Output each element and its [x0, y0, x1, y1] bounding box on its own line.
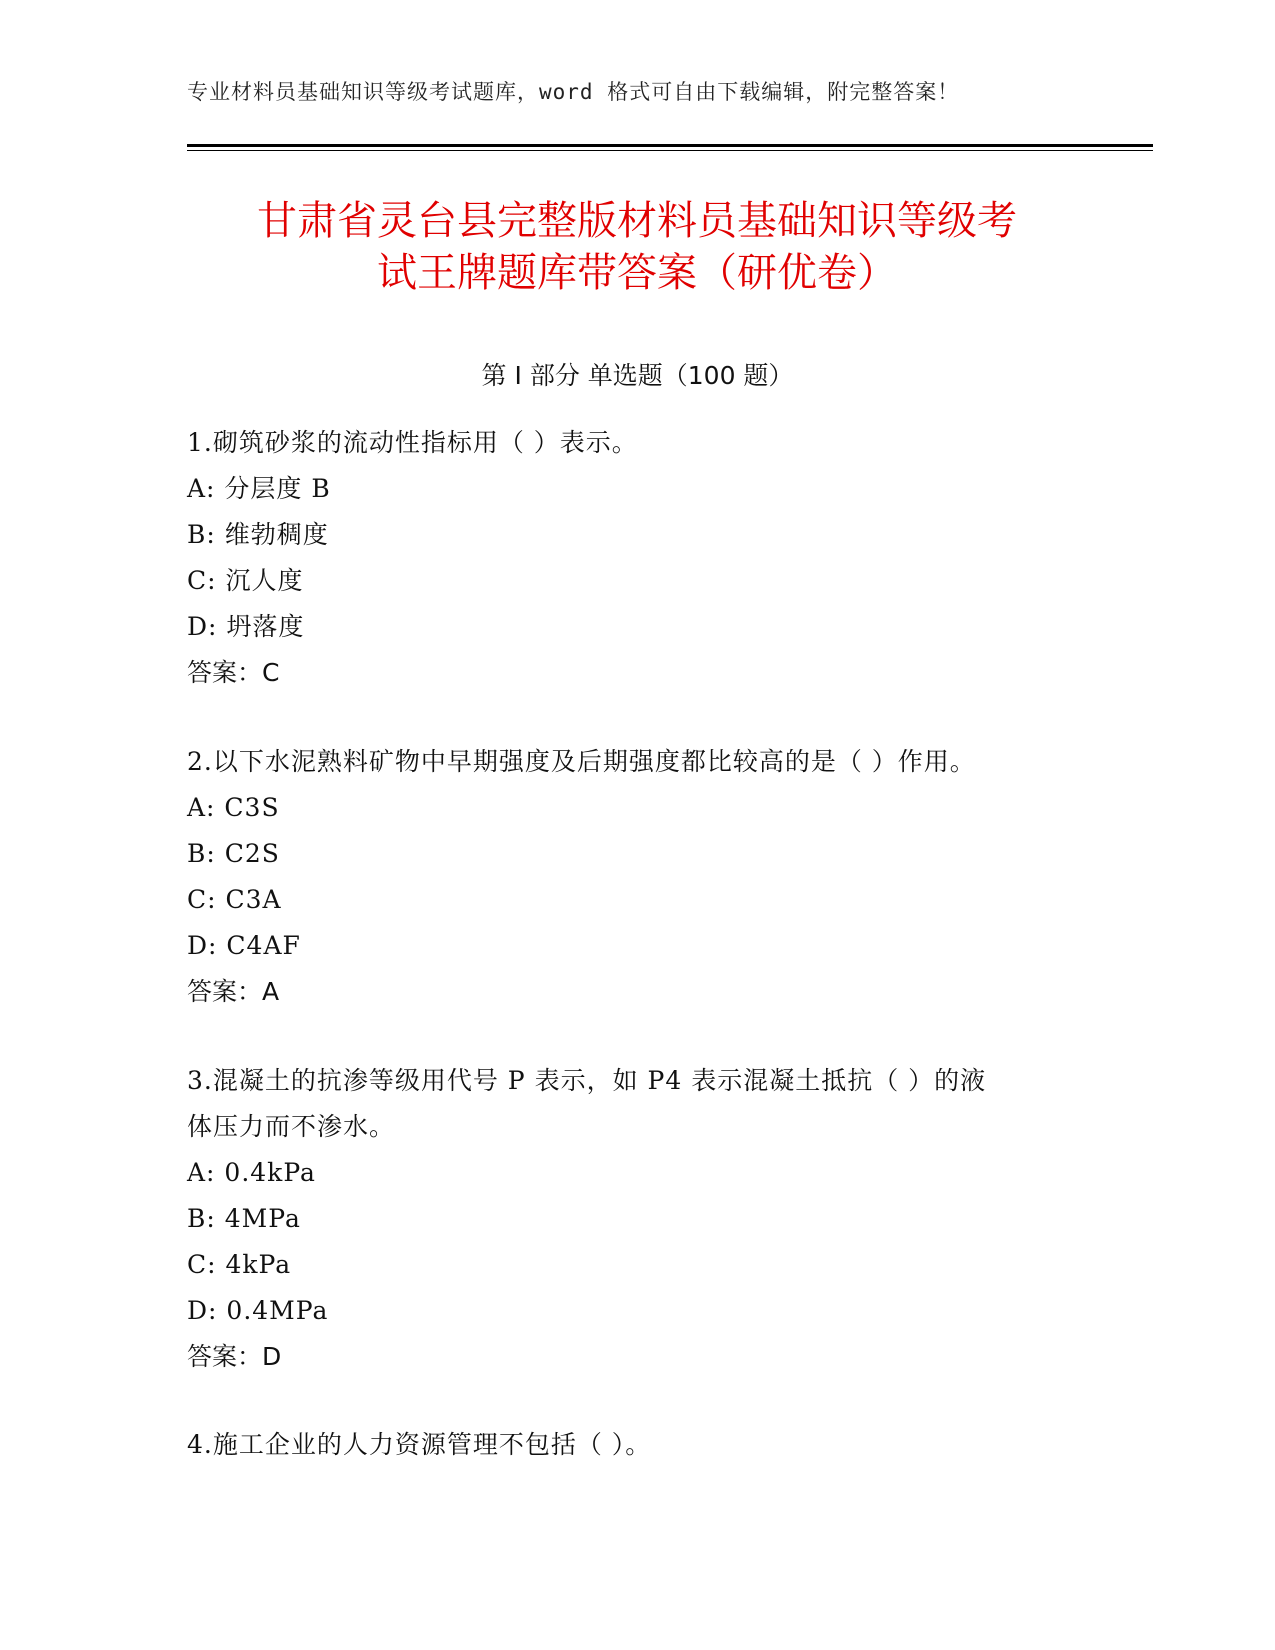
answer: 答案：A [187, 977, 280, 1006]
question-1 [187, 420, 1087, 696]
question-stem: 4.施工企业的人力资源管理不包括（ ）。 [187, 1430, 652, 1459]
option-c: C: 沉人度 [187, 566, 304, 595]
title-line-1: 甘肃省灵台县完整版材料员基础知识等级考 [257, 198, 1017, 244]
option-d: D: C4AF [187, 931, 301, 960]
option-a: A: C3S [187, 793, 280, 822]
option-c: C: C3A [187, 885, 282, 914]
option-a: A: 分层度 B [187, 474, 331, 503]
option-d: D: 坍落度 [187, 612, 305, 641]
header-rule-thick [187, 144, 1153, 147]
answer: 答案：C [187, 658, 280, 687]
option-a: A: 0.4kPa [187, 1158, 316, 1187]
title-line-2: 试王牌题库带答案（研优卷） [377, 250, 897, 296]
option-b: B: C2S [187, 839, 280, 868]
question-2 [187, 739, 1087, 1015]
option-b: B: 维勃稠度 [187, 520, 329, 549]
question-stem-line-1: 3.混凝土的抗渗等级用代号 P 表示，如 P4 表示混凝土抵抗（ ）的液 [187, 1066, 987, 1095]
question-stem: 1.砌筑砂浆的流动性指标用（ ）表示。 [187, 428, 638, 457]
header-note: 专业材料员基础知识等级考试题库，word 格式可自由下载编辑，附完整答案！ [187, 80, 960, 104]
section-heading: 第 I 部分 单选题（100 题） [481, 361, 794, 390]
option-c: C: 4kPa [187, 1250, 292, 1279]
option-d: D: 0.4MPa [187, 1296, 329, 1325]
question-stem: 2.以下水泥熟料矿物中早期强度及后期强度都比较高的是（ ）作用。 [187, 747, 976, 776]
document-title [187, 195, 1087, 299]
answer: 答案：D [187, 1342, 282, 1371]
question-stem-line-2: 体压力而不渗水。 [187, 1112, 396, 1141]
question-4 [187, 1422, 1087, 1468]
option-b: B: 4MPa [187, 1204, 301, 1233]
question-3 [187, 1058, 1087, 1380]
header-rule-thin [187, 150, 1153, 151]
